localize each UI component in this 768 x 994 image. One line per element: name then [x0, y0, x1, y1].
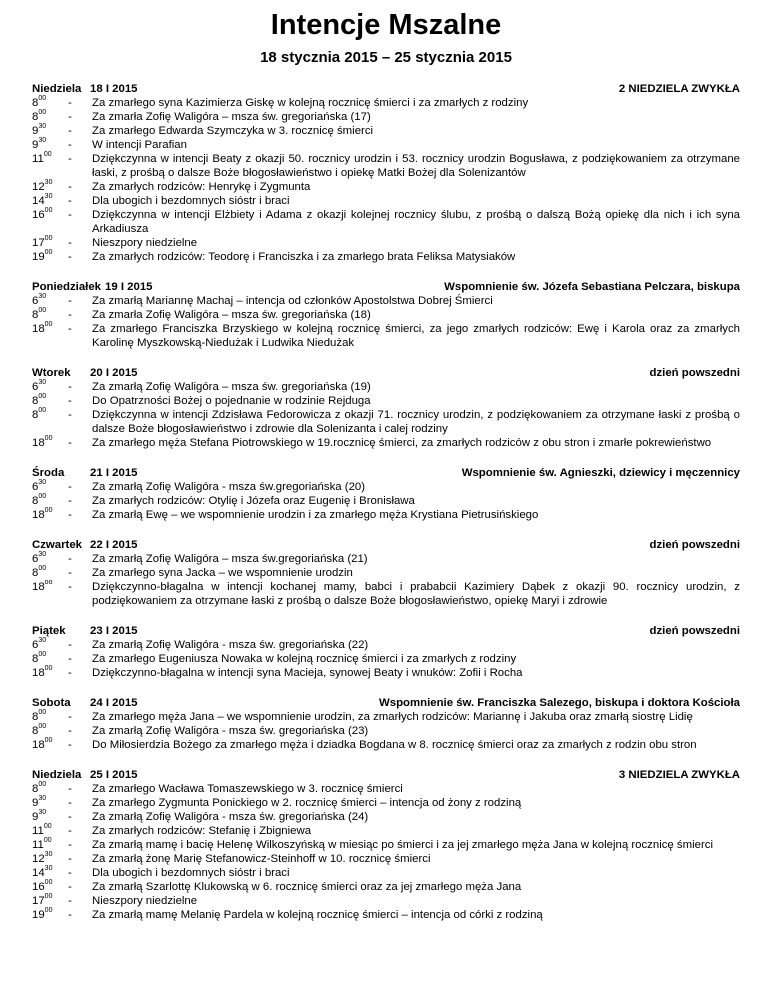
mass-intention [32, 380, 740, 394]
mass-time [32, 652, 68, 666]
intention-text: Za zmarłego Zygmunta Ponickiego w 2. rocznicę śmierci – intencja od żony z rodziną [92, 797, 522, 809]
mass-time [32, 908, 68, 922]
intention-text: Nieszpory niedzielne [92, 895, 198, 907]
day-header [32, 366, 740, 380]
mass-time [32, 852, 68, 866]
intention-text: Za zmarłego Wacława Tomaszewskiego w 3. rocznicę śmierci [92, 783, 403, 795]
mass-time-minutes: 00 [44, 235, 53, 243]
mass-time-minutes: 00 [44, 321, 53, 329]
mass-time-hour: 6 [32, 481, 39, 493]
mass-time [32, 152, 68, 180]
mass-time-minutes: 00 [44, 879, 53, 887]
mass-intention [32, 908, 740, 922]
mass-time [32, 494, 68, 508]
mass-time [32, 724, 68, 738]
separator-dash: - [68, 295, 72, 307]
mass-time [32, 838, 68, 852]
separator-dash: - [68, 237, 72, 249]
liturgical-day: dzień powszedni [649, 539, 740, 551]
mass-time-hour: 9 [32, 125, 39, 137]
separator-dash: - [68, 139, 72, 151]
mass-time [32, 880, 68, 894]
mass-time-minutes: 00 [43, 151, 52, 159]
intention-text: Dla ubogich i bezdomnych sióstr i braci [92, 195, 290, 207]
mass-time-hour: 18 [32, 739, 45, 751]
intention-text: Za zmarłą Zofię Waligóra – msza św.gregoriańska (21) [92, 553, 368, 565]
intention-text: Dziękczynno-błagalna w intencji syna Macieja, synowej Beaty i wnuków: Zofii i Rocha [92, 667, 523, 679]
separator-dash: - [68, 739, 72, 751]
mass-time-minutes: 00 [38, 109, 47, 117]
mass-time-minutes: 30 [38, 809, 47, 817]
liturgical-day: Wspomnienie św. Franciszka Salezego, biskupa i doktora Kościoła [378, 697, 740, 709]
day-date: 24 I 2015 [90, 697, 138, 709]
mass-time-minutes: 00 [38, 407, 47, 415]
day-header [32, 768, 740, 782]
day-name: Wtorek [32, 367, 71, 379]
day-section [32, 624, 740, 680]
day-header [32, 280, 740, 294]
separator-dash: - [68, 437, 72, 449]
mass-time-hour: 9 [32, 797, 39, 809]
mass-time-minutes: 00 [44, 249, 53, 257]
separator-dash: - [68, 895, 72, 907]
day-header [32, 624, 740, 638]
mass-time [32, 810, 68, 824]
mass-intention [32, 852, 740, 866]
mass-time [32, 322, 68, 350]
liturgical-day: Wspomnienie św. Józefa Sebastiana Pelczara, biskupa [444, 281, 740, 293]
mass-time-minutes: 30 [44, 865, 53, 873]
mass-time [32, 380, 68, 394]
intention-text: Za zmarłego syna Kazimierza Giskę w kolejną rocznicę śmierci i za zmarłych z rodziny [92, 97, 529, 109]
day-name: Piątek [32, 625, 66, 637]
separator-dash: - [68, 495, 72, 507]
intention-text: Do Opatrzności Bożej o pojednanie w rodzinie Rejduga [92, 395, 371, 407]
intention-text: Dla ubogich i bezdomnych sióstr i braci [92, 867, 290, 879]
mass-time-hour: 14 [32, 867, 45, 879]
mass-time-minutes: 30 [38, 137, 47, 145]
mass-time [32, 96, 68, 110]
separator-dash: - [68, 567, 72, 579]
mass-time-minutes: 30 [38, 637, 47, 645]
day-date: 18 I 2015 [90, 83, 138, 95]
separator-dash: - [68, 153, 72, 165]
mass-intention [32, 796, 740, 810]
day-header [32, 82, 740, 96]
intention-text: Za zmarłą mamę i bacię Helenę Wilkoszyńską w miesiąc po śmierci i za jej zmarłego męża Jana w kolejną rocznicę śmierci [92, 839, 713, 851]
separator-dash: - [68, 867, 72, 879]
mass-time [32, 552, 68, 566]
intention-text: Za zmarłego syna Jacka – we wspomnienie urodzin [92, 567, 353, 579]
intention-text: Za zmarłą Ewę – we wspomnienie urodzin i za zmarłego męża Krystiana Pietrusińskiego [92, 509, 539, 521]
mass-time-minutes: 30 [38, 479, 47, 487]
mass-time-hour: 11 [32, 839, 44, 851]
mass-time-minutes: 00 [44, 507, 53, 515]
mass-intention [32, 880, 740, 894]
day-name: Niedziela [32, 769, 82, 781]
mass-intention [32, 250, 740, 264]
mass-time-hour: 8 [32, 111, 39, 123]
mass-time-hour: 19 [32, 251, 45, 263]
day-header [32, 466, 740, 480]
mass-time-hour: 18 [32, 581, 45, 593]
date-range-subtitle: 18 stycznia 2015 – 25 stycznia 2015 [260, 49, 512, 66]
separator-dash: - [68, 251, 72, 263]
separator-dash: - [68, 909, 72, 921]
mass-intention [32, 580, 740, 608]
day-section [32, 696, 740, 752]
mass-time-hour: 8 [32, 309, 39, 321]
mass-time-hour: 17 [32, 895, 45, 907]
mass-time [32, 110, 68, 124]
mass-time-hour: 9 [32, 811, 39, 823]
mass-intention [32, 322, 740, 350]
intention-text: Za zmarłą Szarlottę Klukowską w 6. rocznicę śmierci oraz za jej zmarłego męża Jana [92, 881, 522, 893]
mass-time-hour: 18 [32, 509, 45, 521]
separator-dash: - [68, 725, 72, 737]
mass-time [32, 508, 68, 522]
mass-intention [32, 552, 740, 566]
mass-intention [32, 810, 740, 824]
mass-time-minutes: 00 [44, 665, 53, 673]
mass-time-minutes: 30 [44, 851, 53, 859]
day-section [32, 538, 740, 608]
mass-intention [32, 724, 740, 738]
mass-time-hour: 8 [32, 409, 39, 421]
liturgical-day: dzień powszedni [649, 367, 740, 379]
mass-time [32, 408, 68, 436]
day-name: Niedziela [32, 83, 82, 95]
separator-dash: - [68, 553, 72, 565]
day-date: 25 I 2015 [90, 769, 138, 781]
mass-time-minutes: 00 [44, 737, 53, 745]
mass-intention [32, 294, 740, 308]
mass-time-minutes: 00 [38, 651, 47, 659]
separator-dash: - [68, 825, 72, 837]
separator-dash: - [68, 309, 72, 321]
mass-intention [32, 638, 740, 652]
separator-dash: - [68, 853, 72, 865]
day-section [32, 82, 740, 264]
separator-dash: - [68, 97, 72, 109]
mass-time-hour: 9 [32, 139, 39, 151]
mass-intention [32, 436, 740, 450]
day-date: 22 I 2015 [90, 539, 138, 551]
intention-text: Za zmarłą Mariannę Machaj – intencja od członków Apostolstwa Dobrej Śmierci [92, 295, 493, 307]
mass-time [32, 194, 68, 208]
mass-time [32, 566, 68, 580]
mass-time-hour: 12 [32, 181, 45, 193]
separator-dash: - [68, 667, 72, 679]
mass-time-minutes: 00 [43, 823, 52, 831]
mass-time-minutes: 30 [38, 795, 47, 803]
separator-dash: - [68, 323, 72, 335]
mass-intention [32, 738, 740, 752]
intention-text: Za zmarłego męża Jana – we wspomnienie urodzin, za zmarłych rodziców: Mariannę i Jakuba oraz zmarłą siostrę Lidię [92, 711, 693, 723]
mass-time-minutes: oo [44, 579, 53, 587]
mass-time [32, 738, 68, 752]
separator-dash: - [68, 395, 72, 407]
mass-time [32, 308, 68, 322]
intention-text: Do Miłosierdzia Bożego za zmarłego męża i dziadka Bogdana w 8. rocznicę śmierci oraz za zmarłych z rodzin obu stron [92, 739, 697, 751]
mass-time [32, 824, 68, 838]
intention-text: Za zmarłych rodziców: Henrykę i Zygmunta [92, 181, 311, 193]
mass-time-hour: 8 [32, 567, 39, 579]
day-section [32, 768, 740, 922]
mass-intention [32, 408, 740, 436]
mass-intention [32, 194, 740, 208]
mass-time-hour: 18 [32, 323, 45, 335]
mass-time-minutes: 00 [38, 723, 47, 731]
mass-time-hour: 8 [32, 495, 39, 507]
mass-time [32, 124, 68, 138]
intention-text: Za zmarłą żonę Marię Stefanowicz-Steinhoff w 10. rocznicę śmierci [92, 853, 431, 865]
mass-time-minutes: 00 [44, 907, 53, 915]
mass-time-hour: 19 [32, 909, 45, 921]
mass-intention [32, 236, 740, 250]
mass-time-minutes: 00 [44, 207, 53, 215]
mass-time-hour: 8 [32, 725, 39, 737]
day-name: Środa [32, 467, 65, 479]
intention-text: Dziękczynna w intencji Elżbiety i Adama z okazji kolejnej rocznicy ślubu, z prośbą o dalszą Bożą opiekę dla nich i ich syna Arkadiusza [92, 209, 740, 235]
separator-dash: - [68, 797, 72, 809]
mass-time-hour: 11 [32, 825, 44, 837]
mass-intention [32, 480, 740, 494]
day-name: Poniedziałek [32, 281, 102, 293]
mass-time-hour: 8 [32, 97, 39, 109]
mass-intention [32, 710, 740, 724]
intention-text: Za zmarła Zofię Waligóra – msza św. gregoriańska (18) [92, 309, 371, 321]
mass-time-hour: 8 [32, 653, 39, 665]
intention-text: Dziękczynna w intencji Zdzisława Fedorowicza z okazji 71. rocznicy urodzin, z podziękowaniem za otrzymane łaski z prośbą o dalsze Boże błogosławieństwo i zdrowie dla Solenizanta i calej rodziny [92, 409, 740, 435]
mass-time-hour: 6 [32, 639, 39, 651]
separator-dash: - [68, 581, 72, 593]
intention-text: W intencji Parafian [92, 139, 187, 151]
day-date: 19 I 2015 [105, 281, 153, 293]
separator-dash: - [68, 481, 72, 493]
mass-time-hour: 16 [32, 209, 45, 221]
mass-time-hour: 18 [32, 437, 45, 449]
mass-time [32, 866, 68, 880]
day-section [32, 366, 740, 450]
mass-intention [32, 838, 740, 852]
separator-dash: - [68, 839, 72, 851]
mass-intention [32, 138, 740, 152]
mass-time-hour: 6 [32, 295, 39, 307]
separator-dash: - [68, 181, 72, 193]
mass-intention [32, 96, 740, 110]
mass-time [32, 294, 68, 308]
day-section [32, 280, 740, 350]
page-title: Intencje Mszalne [270, 9, 502, 41]
mass-time-minutes: 00 [38, 95, 47, 103]
mass-intention [32, 652, 740, 666]
separator-dash: - [68, 783, 72, 795]
mass-intention [32, 894, 740, 908]
mass-time-minutes: 30 [44, 179, 53, 187]
mass-time-minutes: 30 [38, 379, 47, 387]
intention-text: Za zmarłą Zofię Waligóra – msza św. gregoriańska (19) [92, 381, 371, 393]
intention-text: Dziękczynno-błagalna w intencji kochanej mamy, babci i prababcii Kazimiery Dąbek z okazji 90. rocznicy urodzin, z podziękowaniem za otrzymane łaski z prośbą o dalsze Boże błogosławieństwo, opiekę Maryi i zdrowie [92, 581, 740, 607]
separator-dash: - [68, 209, 72, 221]
intention-text: Za zmarłych rodziców: Stefanię i Zbigniewa [92, 825, 312, 837]
mass-time-minutes: 00 [44, 893, 53, 901]
intention-text: Za zmarłą mamę Melanię Pardela w kolejną rocznicę śmierci – intencja od córki z rodziną [92, 909, 543, 921]
mass-intention [32, 124, 740, 138]
separator-dash: - [68, 409, 72, 421]
intention-text: Za zmarłą Zofię Waligóra - msza św. gregoriańska (24) [92, 811, 369, 823]
separator-dash: - [68, 125, 72, 137]
mass-time-minutes: 00 [38, 709, 47, 717]
mass-time [32, 796, 68, 810]
mass-time [32, 236, 68, 250]
mass-intention [32, 308, 740, 322]
mass-time-hour: 8 [32, 711, 39, 723]
mass-time-hour: 6 [32, 381, 39, 393]
separator-dash: - [68, 653, 72, 665]
mass-intention [32, 566, 740, 580]
separator-dash: - [68, 711, 72, 723]
mass-time-hour: 8 [32, 783, 39, 795]
intention-text: Za zmarłą Zofię Waligóra - msza św. gregoriańska (22) [92, 639, 369, 651]
mass-time [32, 138, 68, 152]
mass-time [32, 208, 68, 236]
day-date: 21 I 2015 [90, 467, 138, 479]
mass-time-hour: 16 [32, 881, 45, 893]
day-name: Sobota [32, 697, 71, 709]
mass-time-minutes: 30 [38, 123, 47, 131]
intention-text: Za zmarła Zofię Waligóra – msza św. gregoriańska (17) [92, 111, 371, 123]
separator-dash: - [68, 509, 72, 521]
intention-text: Za zmarłego Franciszka Brzyskiego w kolejną rocznicę śmierci, za jego zmarłych rodziców: Ewę i Karola oraz za zmarłych Karolinę Myszkowską-Niedużak i Ludwika Niedużak [92, 323, 740, 349]
mass-time [32, 436, 68, 450]
intention-text: Za zmarłego Eugeniusza Nowaka w kolejną rocznicę śmierci i za zmarłych z rodziny [92, 653, 517, 665]
mass-intention [32, 782, 740, 796]
separator-dash: - [68, 811, 72, 823]
mass-time [32, 580, 68, 608]
mass-intention [32, 866, 740, 880]
intention-text: Za zmarłego męża Stefana Piotrowskiego w 19.rocznicę śmierci, za zmarłych rodziców z obu stron i zmarłe pokrewieństwo [92, 437, 712, 449]
mass-time-hour: 12 [32, 853, 45, 865]
mass-intention [32, 152, 740, 180]
mass-time [32, 638, 68, 652]
mass-time-hour: 14 [32, 195, 45, 207]
separator-dash: - [68, 639, 72, 651]
mass-time-hour: 6 [32, 553, 39, 565]
intention-text: Za zmarłych rodziców: Teodorę i Franciszka i za zmarłego brata Feliksa Matysiaków [92, 251, 516, 263]
mass-time [32, 666, 68, 680]
mass-intention [32, 208, 740, 236]
liturgical-day: 2 NIEDZIELA ZWYKŁA [618, 83, 740, 95]
mass-intention [32, 110, 740, 124]
mass-time [32, 394, 68, 408]
mass-time-minutes: 00 [38, 307, 47, 315]
intention-text: Dziękczynna w intencji Beaty z okazji 50. rocznicy urodzin i 53. rocznicy urodzin Bogusława, z podziękowaniem za otrzymane łaski, z prośbą o dalsze Boże błogosławieństwo i opiekę Matki Bożej dla Solenizantów [92, 153, 740, 179]
mass-time-minutes: 00 [43, 837, 52, 845]
mass-time-hour: 17 [32, 237, 45, 249]
mass-intention [32, 824, 740, 838]
intention-text: Za zmarłych rodziców: Otylię i Józefa oraz Eugenię i Bronisława [92, 495, 415, 507]
intention-text: Za zmarłego Edwarda Szymczyka w 3. rocznicę śmierci [92, 125, 374, 137]
mass-time-minutes: 00 [38, 393, 47, 401]
intention-text: Za zmarłą Zofię Waligóra - msza św. gregoriańska (23) [92, 725, 369, 737]
mass-time [32, 782, 68, 796]
mass-time-hour: 18 [32, 667, 45, 679]
liturgical-day: 3 NIEDZIELA ZWYKŁA [618, 769, 740, 781]
mass-time-minutes: 30 [38, 293, 47, 301]
mass-time-minutes: 30 [38, 551, 47, 559]
mass-intention [32, 508, 740, 522]
day-header [32, 538, 740, 552]
mass-time-minutes: 00 [38, 781, 47, 789]
mass-time-hour: 11 [32, 153, 44, 165]
separator-dash: - [68, 381, 72, 393]
mass-time-minutes: 00 [44, 435, 53, 443]
mass-time [32, 894, 68, 908]
intention-text: Nieszpory niedzielne [92, 237, 198, 249]
day-date: 20 I 2015 [90, 367, 138, 379]
separator-dash: - [68, 195, 72, 207]
day-date: 23 I 2015 [90, 625, 138, 637]
separator-dash: - [68, 111, 72, 123]
separator-dash: - [68, 881, 72, 893]
liturgical-day: Wspomnienie św. Agnieszki, dziewicy i męczennicy [461, 467, 740, 479]
days-list [32, 82, 740, 922]
mass-time [32, 250, 68, 264]
mass-time [32, 480, 68, 494]
mass-intention [32, 394, 740, 408]
mass-time-minutes: 00 [38, 565, 47, 573]
day-header [32, 696, 740, 710]
mass-intention [32, 494, 740, 508]
mass-intention [32, 666, 740, 680]
liturgical-day: dzień powszedni [649, 625, 740, 637]
mass-time [32, 710, 68, 724]
mass-time-hour: 8 [32, 395, 39, 407]
mass-time [32, 180, 68, 194]
day-section [32, 466, 740, 522]
mass-time-minutes: 30 [44, 193, 53, 201]
intention-text: Za zmarłą Zofię Waligóra - msza św.gregoriańska (20) [92, 481, 366, 493]
day-name: Czwartek [32, 539, 83, 551]
mass-intention [32, 180, 740, 194]
mass-time-minutes: 00 [38, 493, 47, 501]
